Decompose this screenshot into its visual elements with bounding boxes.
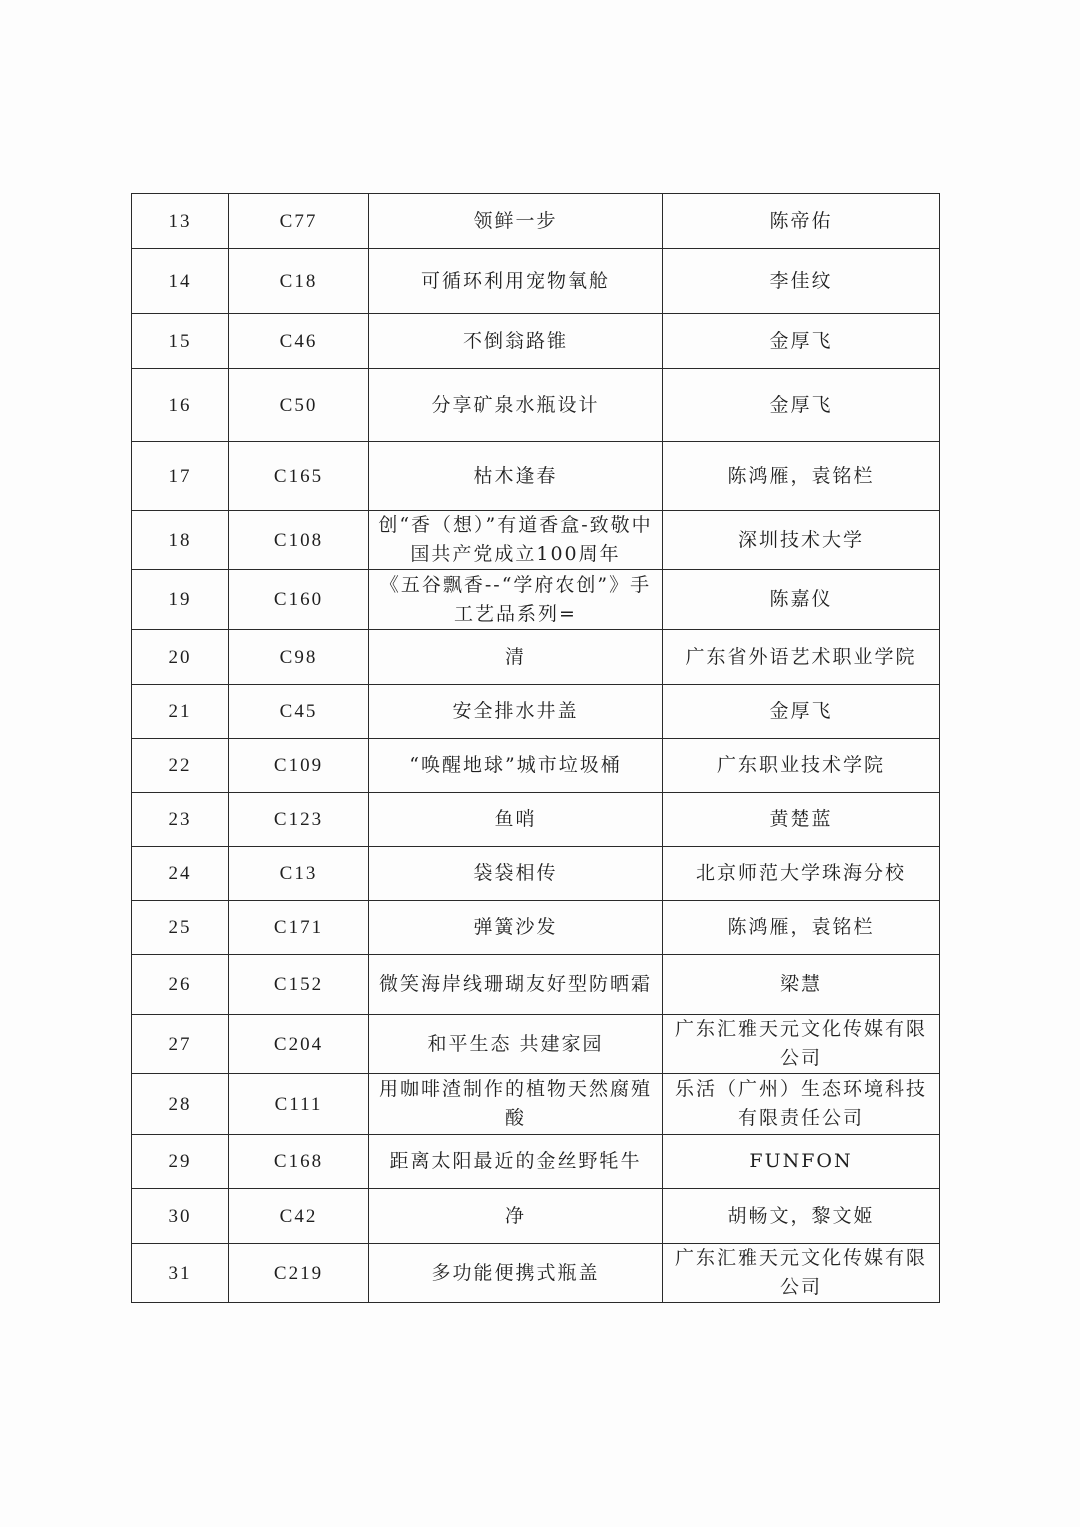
author-name: 陈嘉仪 [663, 570, 940, 630]
entry-code: C111 [229, 1074, 369, 1135]
entry-code: C50 [229, 369, 369, 442]
entry-code: C77 [229, 194, 369, 249]
work-title: 多功能便携式瓶盖 [369, 1244, 663, 1303]
table-row [132, 1074, 940, 1135]
row-number: 18 [132, 511, 229, 570]
entry-code: C18 [229, 249, 369, 314]
table-row [132, 739, 940, 793]
author-name: FUNFON [663, 1135, 940, 1189]
work-title: 距离太阳最近的金丝野牦牛 [369, 1135, 663, 1189]
row-number: 27 [132, 1015, 229, 1074]
author-name: 金厚飞 [663, 369, 940, 442]
entry-code: C45 [229, 685, 369, 739]
entry-code: C123 [229, 793, 369, 847]
table-row [132, 249, 940, 314]
row-number: 26 [132, 955, 229, 1015]
work-title: 分享矿泉水瓶设计 [369, 369, 663, 442]
entry-code: C219 [229, 1244, 369, 1303]
author-name: 李佳纹 [663, 249, 940, 314]
row-number: 23 [132, 793, 229, 847]
entry-code: C108 [229, 511, 369, 570]
work-title: 用咖啡渣制作的植物天然腐殖酸 [369, 1074, 663, 1135]
entry-code: C152 [229, 955, 369, 1015]
row-number: 17 [132, 442, 229, 511]
author-name: 广东汇雅天元文化传媒有限公司 [663, 1015, 940, 1074]
row-number: 24 [132, 847, 229, 901]
row-number: 21 [132, 685, 229, 739]
author-name: 金厚飞 [663, 314, 940, 369]
entry-code: C42 [229, 1189, 369, 1244]
entry-code: C168 [229, 1135, 369, 1189]
work-title: 创“香（想）”有道香盒-致敬中国共产党成立100周年 [369, 511, 663, 570]
table-row [132, 901, 940, 955]
work-title: 枯木逢春 [369, 442, 663, 511]
table-row [132, 442, 940, 511]
author-name: 深圳技术大学 [663, 511, 940, 570]
entry-code: C204 [229, 1015, 369, 1074]
row-number: 25 [132, 901, 229, 955]
work-title: 《五谷飘香--“学府农创”》手工艺品系列= [369, 570, 663, 630]
row-number: 14 [132, 249, 229, 314]
table-row [132, 955, 940, 1015]
author-name: 陈帝佑 [663, 194, 940, 249]
row-number: 20 [132, 630, 229, 685]
work-title: 净 [369, 1189, 663, 1244]
author-name: 黄楚蓝 [663, 793, 940, 847]
author-name: 广东汇雅天元文化传媒有限公司 [663, 1244, 940, 1303]
author-name: 陈鸿雁，袁铭栏 [663, 901, 940, 955]
author-name: 广东省外语艺术职业学院 [663, 630, 940, 685]
row-number: 19 [132, 570, 229, 630]
table-row [132, 847, 940, 901]
entries-table [131, 193, 940, 1303]
work-title: “唤醒地球”城市垃圾桶 [369, 739, 663, 793]
table-row [132, 570, 940, 630]
table-row [132, 314, 940, 369]
table-row [132, 685, 940, 739]
table-row [132, 630, 940, 685]
author-name: 乐活（广州）生态环境科技有限责任公司 [663, 1074, 940, 1135]
table-row [132, 1015, 940, 1074]
work-title: 袋袋相传 [369, 847, 663, 901]
author-name: 胡畅文，黎文姬 [663, 1189, 940, 1244]
author-name: 金厚飞 [663, 685, 940, 739]
row-number: 15 [132, 314, 229, 369]
work-title: 可循环利用宠物氧舱 [369, 249, 663, 314]
row-number: 13 [132, 194, 229, 249]
table-row [132, 1244, 940, 1303]
table-row [132, 1189, 940, 1244]
row-number: 30 [132, 1189, 229, 1244]
work-title: 领鲜一步 [369, 194, 663, 249]
author-name: 北京师范大学珠海分校 [663, 847, 940, 901]
author-name: 梁慧 [663, 955, 940, 1015]
work-title: 和平生态 共建家园 [369, 1015, 663, 1074]
row-number: 28 [132, 1074, 229, 1135]
work-title: 弹簧沙发 [369, 901, 663, 955]
table-row [132, 194, 940, 249]
work-title: 鱼哨 [369, 793, 663, 847]
row-number: 31 [132, 1244, 229, 1303]
row-number: 22 [132, 739, 229, 793]
table-row [132, 369, 940, 442]
entry-code: C171 [229, 901, 369, 955]
entry-code: C109 [229, 739, 369, 793]
row-number: 16 [132, 369, 229, 442]
work-title: 安全排水井盖 [369, 685, 663, 739]
work-title: 不倒翁路锥 [369, 314, 663, 369]
author-name: 陈鸿雁，袁铭栏 [663, 442, 940, 511]
author-name: 广东职业技术学院 [663, 739, 940, 793]
table-row [132, 511, 940, 570]
entry-code: C13 [229, 847, 369, 901]
table-row [132, 1135, 940, 1189]
work-title: 微笑海岸线珊瑚友好型防晒霜 [369, 955, 663, 1015]
work-title: 清 [369, 630, 663, 685]
row-number: 29 [132, 1135, 229, 1189]
entry-code: C98 [229, 630, 369, 685]
table-row [132, 793, 940, 847]
entry-code: C46 [229, 314, 369, 369]
entry-code: C160 [229, 570, 369, 630]
entry-code: C165 [229, 442, 369, 511]
